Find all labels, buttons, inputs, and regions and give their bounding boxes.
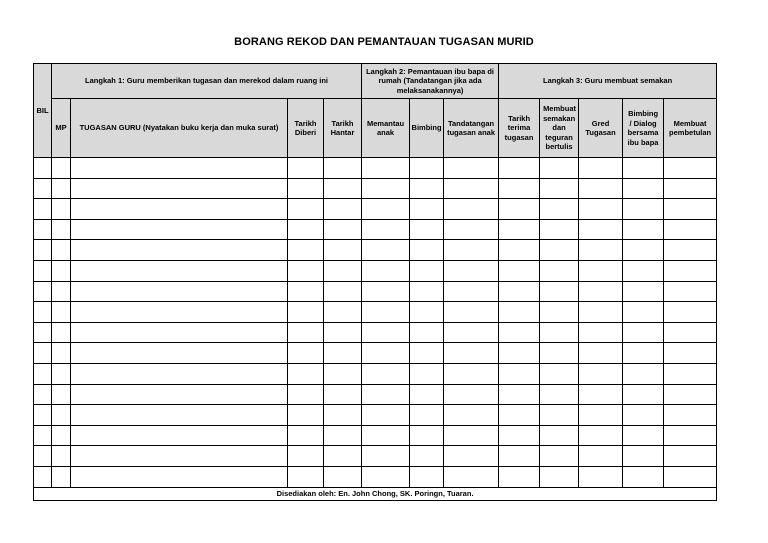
table-cell[interactable] xyxy=(499,322,540,343)
tandatangan-header: Tandatangan tugasan anak xyxy=(444,99,499,158)
table-cell[interactable] xyxy=(444,219,499,240)
prepared-by-note: Disediakan oleh: En. John Chong, SK. Poringn, Tuaran. xyxy=(34,487,717,500)
table-row xyxy=(34,322,717,343)
table-cell[interactable] xyxy=(288,260,324,281)
table-cell[interactable] xyxy=(324,260,362,281)
table-row xyxy=(34,158,717,179)
bimbing-dialog-header: Bimbing / Dialog bersama ibu bapa xyxy=(623,99,664,158)
table-cell[interactable] xyxy=(288,363,324,384)
table-row xyxy=(34,240,717,261)
table-cell[interactable] xyxy=(499,281,540,302)
table-row xyxy=(34,178,717,199)
header-row-steps xyxy=(34,64,717,99)
mp-header: MP xyxy=(52,99,71,158)
table-cell[interactable] xyxy=(444,260,499,281)
table-cell[interactable] xyxy=(410,199,444,220)
table-row xyxy=(34,343,717,364)
record-table xyxy=(33,63,717,501)
table-cell[interactable] xyxy=(579,322,623,343)
table-cell[interactable] xyxy=(52,425,71,446)
table-cell[interactable] xyxy=(52,219,71,240)
table-cell[interactable] xyxy=(664,178,717,199)
membuat-pembetulan-header: Membuat pembetulan xyxy=(664,99,717,158)
table-cell[interactable] xyxy=(664,425,717,446)
table-cell[interactable] xyxy=(362,343,410,364)
table-cell[interactable] xyxy=(288,240,324,261)
step2-header: Langkah 2: Pemantauan ibu bapa di rumah (Tandatangan jika ada melaksanakannya) xyxy=(362,64,499,99)
table-cell[interactable] xyxy=(444,343,499,364)
table-cell[interactable] xyxy=(362,302,410,323)
table-cell[interactable] xyxy=(288,343,324,364)
table-cell[interactable] xyxy=(444,363,499,384)
table-cell[interactable] xyxy=(540,178,579,199)
table-cell[interactable] xyxy=(410,240,444,261)
table-cell[interactable] xyxy=(362,363,410,384)
table-cell[interactable] xyxy=(71,302,288,323)
table-cell[interactable] xyxy=(664,281,717,302)
table-cell[interactable] xyxy=(410,178,444,199)
table-row xyxy=(34,405,717,426)
bil-header: BIL xyxy=(34,64,52,158)
table-cell[interactable] xyxy=(499,384,540,405)
table-row xyxy=(34,260,717,281)
table-cell[interactable] xyxy=(324,425,362,446)
table-cell[interactable] xyxy=(71,260,288,281)
table-cell[interactable] xyxy=(324,240,362,261)
table-cell[interactable] xyxy=(623,343,664,364)
table-cell[interactable] xyxy=(623,425,664,446)
table-cell[interactable] xyxy=(499,405,540,426)
table-cell[interactable] xyxy=(499,219,540,240)
table-cell[interactable] xyxy=(34,343,52,364)
table-cell[interactable] xyxy=(288,199,324,220)
table-cell[interactable] xyxy=(362,466,410,487)
table-cell[interactable] xyxy=(52,199,71,220)
table-cell[interactable] xyxy=(362,260,410,281)
table-cell[interactable] xyxy=(579,158,623,179)
table-cell[interactable] xyxy=(288,219,324,240)
table-cell[interactable] xyxy=(34,219,52,240)
table-cell[interactable] xyxy=(52,240,71,261)
table-cell[interactable] xyxy=(579,446,623,467)
table-cell[interactable] xyxy=(288,446,324,467)
tarikh-hantar-header: Tarikh Hantar xyxy=(324,99,362,158)
table-cell[interactable] xyxy=(324,302,362,323)
table-cell[interactable] xyxy=(623,405,664,426)
table-cell[interactable] xyxy=(410,466,444,487)
table-cell[interactable] xyxy=(324,219,362,240)
table-cell[interactable] xyxy=(623,219,664,240)
form-title: BORANG REKOD DAN PEMANTAUAN TUGASAN MURID xyxy=(234,36,534,48)
table-cell[interactable] xyxy=(540,260,579,281)
table-cell[interactable] xyxy=(499,363,540,384)
table-cell[interactable] xyxy=(664,363,717,384)
table-cell[interactable] xyxy=(664,199,717,220)
table-cell[interactable] xyxy=(540,425,579,446)
table-cell[interactable] xyxy=(410,343,444,364)
table-row xyxy=(34,281,717,302)
table-cell[interactable] xyxy=(71,322,288,343)
table-cell[interactable] xyxy=(664,446,717,467)
table-cell[interactable] xyxy=(52,158,71,179)
table-cell[interactable] xyxy=(664,384,717,405)
table-cell[interactable] xyxy=(540,405,579,426)
table-cell[interactable] xyxy=(540,446,579,467)
table-cell[interactable] xyxy=(362,322,410,343)
table-cell[interactable] xyxy=(71,384,288,405)
table-cell[interactable] xyxy=(52,384,71,405)
footer-row xyxy=(34,487,717,500)
table-cell[interactable] xyxy=(52,260,71,281)
table-cell[interactable] xyxy=(71,363,288,384)
table-cell[interactable] xyxy=(579,240,623,261)
table-cell[interactable] xyxy=(52,405,71,426)
table-cell[interactable] xyxy=(324,363,362,384)
table-cell[interactable] xyxy=(579,281,623,302)
table-cell[interactable] xyxy=(540,322,579,343)
table-cell[interactable] xyxy=(579,384,623,405)
table-cell[interactable] xyxy=(52,466,71,487)
table-cell[interactable] xyxy=(71,178,288,199)
table-cell[interactable] xyxy=(410,302,444,323)
table-cell[interactable] xyxy=(623,158,664,179)
table-cell[interactable] xyxy=(324,405,362,426)
table-cell[interactable] xyxy=(540,281,579,302)
table-cell[interactable] xyxy=(324,281,362,302)
table-cell[interactable] xyxy=(362,384,410,405)
table-cell[interactable] xyxy=(623,363,664,384)
table-cell[interactable] xyxy=(664,466,717,487)
membuat-semakan-header: Membuat semakan dan teguran bertulis xyxy=(540,99,579,158)
table-cell[interactable] xyxy=(410,158,444,179)
table-cell[interactable] xyxy=(71,446,288,467)
table-cell[interactable] xyxy=(324,178,362,199)
table-cell[interactable] xyxy=(444,178,499,199)
table-cell[interactable] xyxy=(52,178,71,199)
bimbing-header: Bimbing xyxy=(410,99,444,158)
table-cell[interactable] xyxy=(579,466,623,487)
table-cell[interactable] xyxy=(664,405,717,426)
table-cell[interactable] xyxy=(324,343,362,364)
table-cell[interactable] xyxy=(52,302,71,323)
step1-header: Langkah 1: Guru memberikan tugasan dan merekod dalam ruang ini xyxy=(52,64,362,99)
table-cell[interactable] xyxy=(288,178,324,199)
table-cell[interactable] xyxy=(664,158,717,179)
table-cell[interactable] xyxy=(579,343,623,364)
table-cell[interactable] xyxy=(499,260,540,281)
tugasan-guru-header: TUGASAN GURU (Nyatakan buku kerja dan muka surat) xyxy=(71,99,288,158)
tarikh-terima-header: Tarikh terima tugasan xyxy=(499,99,540,158)
table-cell[interactable] xyxy=(444,425,499,446)
table-cell[interactable] xyxy=(579,363,623,384)
table-cell[interactable] xyxy=(540,343,579,364)
table-cell[interactable] xyxy=(664,302,717,323)
table-cell[interactable] xyxy=(324,322,362,343)
table-cell[interactable] xyxy=(540,158,579,179)
table-cell[interactable] xyxy=(444,240,499,261)
table-cell[interactable] xyxy=(34,240,52,261)
table-row xyxy=(34,446,717,467)
table-cell[interactable] xyxy=(288,281,324,302)
table-cell[interactable] xyxy=(623,322,664,343)
table-cell[interactable] xyxy=(52,281,71,302)
table-cell[interactable] xyxy=(288,322,324,343)
table-cell[interactable] xyxy=(52,363,71,384)
table-cell[interactable] xyxy=(444,446,499,467)
table-cell[interactable] xyxy=(623,446,664,467)
table-cell[interactable] xyxy=(623,466,664,487)
table-cell[interactable] xyxy=(540,466,579,487)
table-cell[interactable] xyxy=(579,405,623,426)
table-cell[interactable] xyxy=(579,199,623,220)
table-cell[interactable] xyxy=(362,405,410,426)
table-cell[interactable] xyxy=(52,446,71,467)
table-cell[interactable] xyxy=(34,405,52,426)
table-row xyxy=(34,425,717,446)
table-cell[interactable] xyxy=(362,446,410,467)
table-cell[interactable] xyxy=(34,384,52,405)
table-cell[interactable] xyxy=(444,199,499,220)
table-cell[interactable] xyxy=(288,425,324,446)
table-cell[interactable] xyxy=(444,281,499,302)
table-cell[interactable] xyxy=(324,199,362,220)
table-cell[interactable] xyxy=(288,466,324,487)
table-cell[interactable] xyxy=(664,240,717,261)
table-cell[interactable] xyxy=(71,240,288,261)
table-cell[interactable] xyxy=(52,322,71,343)
table-cell[interactable] xyxy=(623,199,664,220)
table-cell[interactable] xyxy=(34,260,52,281)
table-row xyxy=(34,466,717,487)
table-cell[interactable] xyxy=(579,260,623,281)
table-cell[interactable] xyxy=(579,178,623,199)
table-cell[interactable] xyxy=(34,199,52,220)
table-cell[interactable] xyxy=(540,384,579,405)
table-cell[interactable] xyxy=(71,405,288,426)
table-cell[interactable] xyxy=(71,466,288,487)
table-cell[interactable] xyxy=(444,302,499,323)
table-cell[interactable] xyxy=(540,302,579,323)
table-cell[interactable] xyxy=(410,260,444,281)
table-cell[interactable] xyxy=(34,302,52,323)
table-cell[interactable] xyxy=(362,425,410,446)
table-cell[interactable] xyxy=(362,199,410,220)
table-cell[interactable] xyxy=(34,178,52,199)
table-cell[interactable] xyxy=(499,343,540,364)
table-cell[interactable] xyxy=(34,322,52,343)
table-cell[interactable] xyxy=(499,199,540,220)
table-cell[interactable] xyxy=(623,178,664,199)
header-row-columns xyxy=(34,99,717,158)
table-cell[interactable] xyxy=(71,199,288,220)
table-cell[interactable] xyxy=(362,281,410,302)
table-cell[interactable] xyxy=(410,322,444,343)
table-cell[interactable] xyxy=(71,219,288,240)
table-cell[interactable] xyxy=(540,199,579,220)
table-cell[interactable] xyxy=(410,219,444,240)
table-cell[interactable] xyxy=(444,384,499,405)
table-cell[interactable] xyxy=(499,158,540,179)
table-cell[interactable] xyxy=(623,302,664,323)
table-cell[interactable] xyxy=(444,466,499,487)
table-row xyxy=(34,384,717,405)
table-row xyxy=(34,363,717,384)
table-cell[interactable] xyxy=(71,425,288,446)
table-cell[interactable] xyxy=(623,384,664,405)
table-cell[interactable] xyxy=(664,219,717,240)
table-cell[interactable] xyxy=(410,446,444,467)
gred-tugasan-header: Gred Tugasan xyxy=(579,99,623,158)
table-cell[interactable] xyxy=(579,425,623,446)
table-cell[interactable] xyxy=(52,343,71,364)
table-cell[interactable] xyxy=(499,302,540,323)
table-cell[interactable] xyxy=(664,260,717,281)
table-cell[interactable] xyxy=(288,405,324,426)
table-cell[interactable] xyxy=(324,158,362,179)
table-cell[interactable] xyxy=(444,322,499,343)
tarikh-diberi-header: Tarikh Diberi xyxy=(288,99,324,158)
table-cell[interactable] xyxy=(34,446,52,467)
table-cell[interactable] xyxy=(444,405,499,426)
table-row xyxy=(34,199,717,220)
table-cell[interactable] xyxy=(410,425,444,446)
table-cell[interactable] xyxy=(362,158,410,179)
step3-header: Langkah 3: Guru membuat semakan xyxy=(499,64,717,99)
table-cell[interactable] xyxy=(579,219,623,240)
table-cell[interactable] xyxy=(623,240,664,261)
table-cell[interactable] xyxy=(664,343,717,364)
table-cell[interactable] xyxy=(362,240,410,261)
table-cell[interactable] xyxy=(288,158,324,179)
table-cell[interactable] xyxy=(540,240,579,261)
table-cell[interactable] xyxy=(324,466,362,487)
table-cell[interactable] xyxy=(288,384,324,405)
table-cell[interactable] xyxy=(410,281,444,302)
table-cell[interactable] xyxy=(34,466,52,487)
table-cell[interactable] xyxy=(499,425,540,446)
table-cell[interactable] xyxy=(623,281,664,302)
table-cell[interactable] xyxy=(34,281,52,302)
table-cell[interactable] xyxy=(540,219,579,240)
table-cell[interactable] xyxy=(410,405,444,426)
table-cell[interactable] xyxy=(362,219,410,240)
table-cell[interactable] xyxy=(623,260,664,281)
table-cell[interactable] xyxy=(499,240,540,261)
table-cell[interactable] xyxy=(71,281,288,302)
table-cell[interactable] xyxy=(34,363,52,384)
table-cell[interactable] xyxy=(410,363,444,384)
table-row xyxy=(34,219,717,240)
table-cell[interactable] xyxy=(34,425,52,446)
table-cell[interactable] xyxy=(499,466,540,487)
table-cell[interactable] xyxy=(664,322,717,343)
table-cell[interactable] xyxy=(288,302,324,323)
table-cell[interactable] xyxy=(410,384,444,405)
table-cell[interactable] xyxy=(324,384,362,405)
table-cell[interactable] xyxy=(444,158,499,179)
table-cell[interactable] xyxy=(540,363,579,384)
table-cell[interactable] xyxy=(579,302,623,323)
table-cell[interactable] xyxy=(34,158,52,179)
memantau-anak-header: Memantau anak xyxy=(362,99,410,158)
table-cell[interactable] xyxy=(499,178,540,199)
table-row xyxy=(34,302,717,323)
table-cell[interactable] xyxy=(499,446,540,467)
table-cell[interactable] xyxy=(324,446,362,467)
table-cell[interactable] xyxy=(71,158,288,179)
table-cell[interactable] xyxy=(71,343,288,364)
table-cell[interactable] xyxy=(362,178,410,199)
